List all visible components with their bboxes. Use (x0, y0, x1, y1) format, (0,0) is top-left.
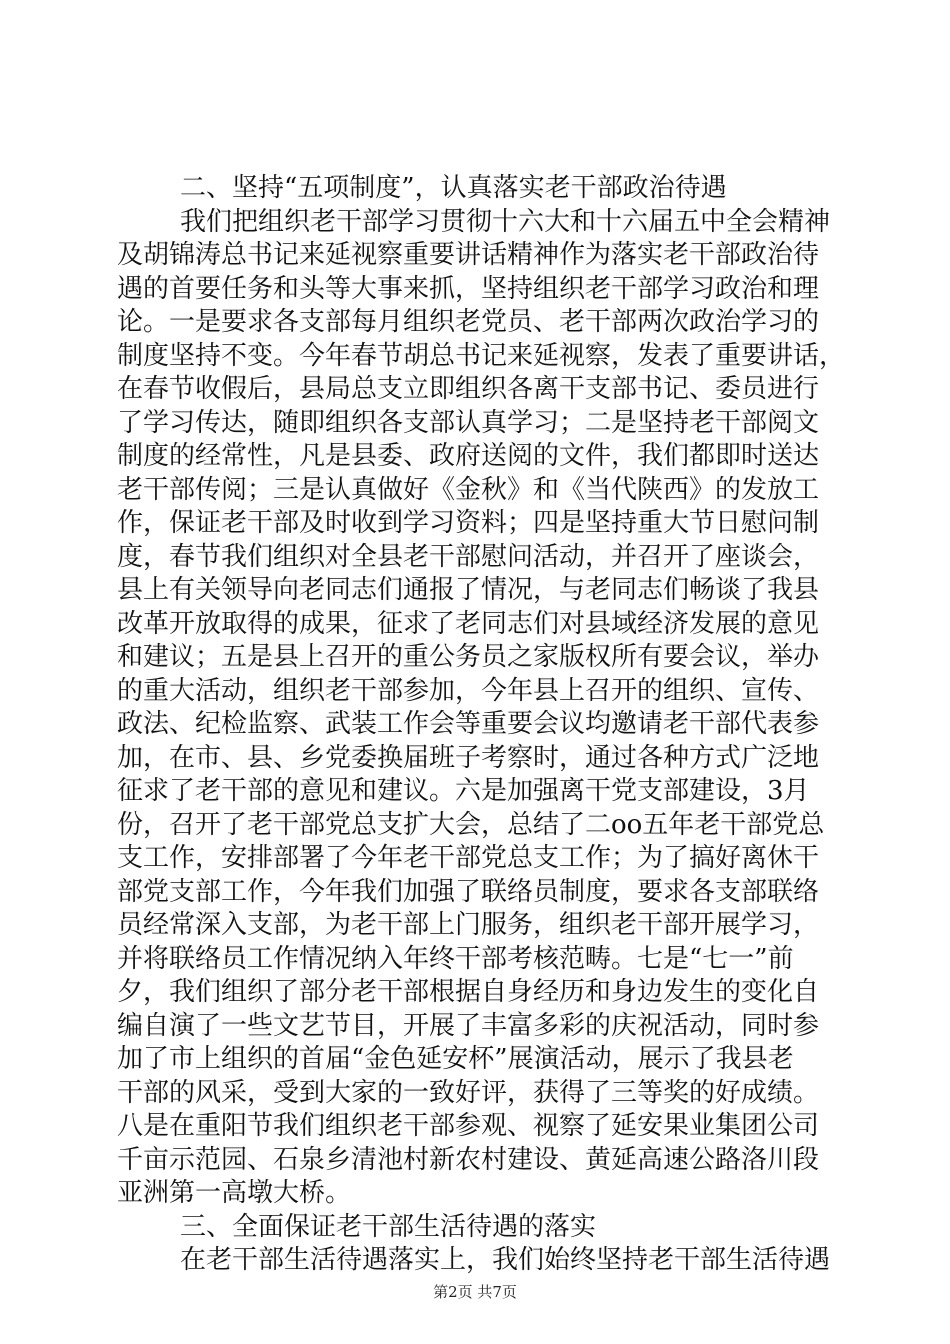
paragraph-line: 员经常深入支部，为老干部上门服务，组织老干部开展学习， (117, 910, 820, 940)
paragraph-line: 在春节收假后，县局总支立即组织各离干支部书记、委员进行 (117, 374, 820, 404)
paragraph-line: 加了市上组织的首届“金色延安杯”展演活动，展示了我县老 (117, 1044, 794, 1074)
page-number-footer: 第2页 共7页 (433, 1283, 517, 1301)
paragraph-line: 遇的首要任务和头等大事来抓，坚持组织老干部学习政治和理 (117, 273, 820, 304)
paragraph-line: 的重大活动，组织老干部参加，今年县上召开的组织、宣传、 (117, 675, 820, 706)
paragraph-line: 度，春节我们组织对全县老干部慰问活动，并召开了座谈会， (117, 541, 820, 572)
paragraph-line: 制度坚持不变。今年春节胡总书记来延视察，发表了重要讲话， (117, 340, 846, 371)
paragraph-line: 亚洲第一高墩大桥。 (117, 1178, 352, 1208)
paragraph-line: 在老干部生活待遇落实上，我们始终坚持老干部生活待遇 (180, 1245, 831, 1275)
section-heading-two: 二、坚持“五项制度”，认真落实老干部政治待遇 (180, 173, 727, 203)
paragraph-line: 作，保证老干部及时收到学习资料；四是坚持重大节日慰问制 (117, 508, 820, 538)
paragraph-line: 八是在重阳节我们组织老干部参观、视察了延安果业集团公司 (117, 1111, 820, 1141)
paragraph-line: 支工作，安排部署了今年老干部党总支工作；为了搞好离休干 (117, 843, 820, 873)
paragraph-line: 份，召开了老干部党总支扩大会，总结了二oo五年老干部党总 (117, 809, 825, 840)
paragraph-line: 我们把组织老干部学习贯彻十六大和十六届五中全会精神 (180, 206, 831, 237)
paragraph-line: 并将联络员工作情况纳入年终干部考核范畴。七是“七一”前 (117, 943, 794, 974)
paragraph-line: 夕，我们组织了部分老干部根据自身经历和身边发生的变化自 (117, 977, 820, 1007)
paragraph-line: 和建议；五是县上召开的重公务员之家版权所有要会议，举办 (117, 642, 820, 672)
paragraph-line: 干部的风采，受到大家的一致好评，获得了三等奖的好成绩。 (117, 1077, 820, 1108)
paragraph-line: 老干部传阅；三是认真做好《金秋》和《当代陕西》的发放工 (117, 474, 820, 505)
section-heading-three: 三、全面保证老干部生活待遇的落实 (180, 1211, 597, 1242)
paragraph-line: 加，在市、县、乡党委换届班子考察时，通过各种方式广泛地 (117, 742, 820, 773)
paragraph-line: 了学习传达，随即组织各支部认真学习；二是坚持老干部阅文 (117, 407, 820, 438)
paragraph-line: 及胡锦涛总书记来延视察重要讲话精神作为落实老干部政治待 (117, 240, 820, 270)
paragraph-line: 编自演了一些文艺节目，开展了丰富多彩的庆祝活动，同时参 (117, 1010, 820, 1041)
paragraph-line: 改革开放取得的成果，征求了老同志们对县域经济发展的意见 (117, 608, 820, 639)
paragraph-line: 征求了老干部的意见和建议。六是加强离干党支部建设，3月 (117, 776, 810, 806)
paragraph-line: 千亩示范园、石泉乡清池村新农村建设、黄延高速公路洛川段 (117, 1144, 820, 1175)
paragraph-line: 部党支部工作，今年我们加强了联络员制度，要求各支部联络 (117, 876, 820, 907)
paragraph-line: 政法、纪检监察、武装工作会等重要会议均邀请老干部代表参 (117, 709, 820, 739)
paragraph-line: 制度的经常性，凡是县委、政府送阅的文件，我们都即时送达 (117, 441, 820, 471)
paragraph-line: 论。一是要求各支部每月组织老党员、老干部两次政治学习的 (117, 307, 820, 337)
paragraph-line: 县上有关领导向老同志们通报了情况，与老同志们畅谈了我县 (117, 575, 820, 605)
